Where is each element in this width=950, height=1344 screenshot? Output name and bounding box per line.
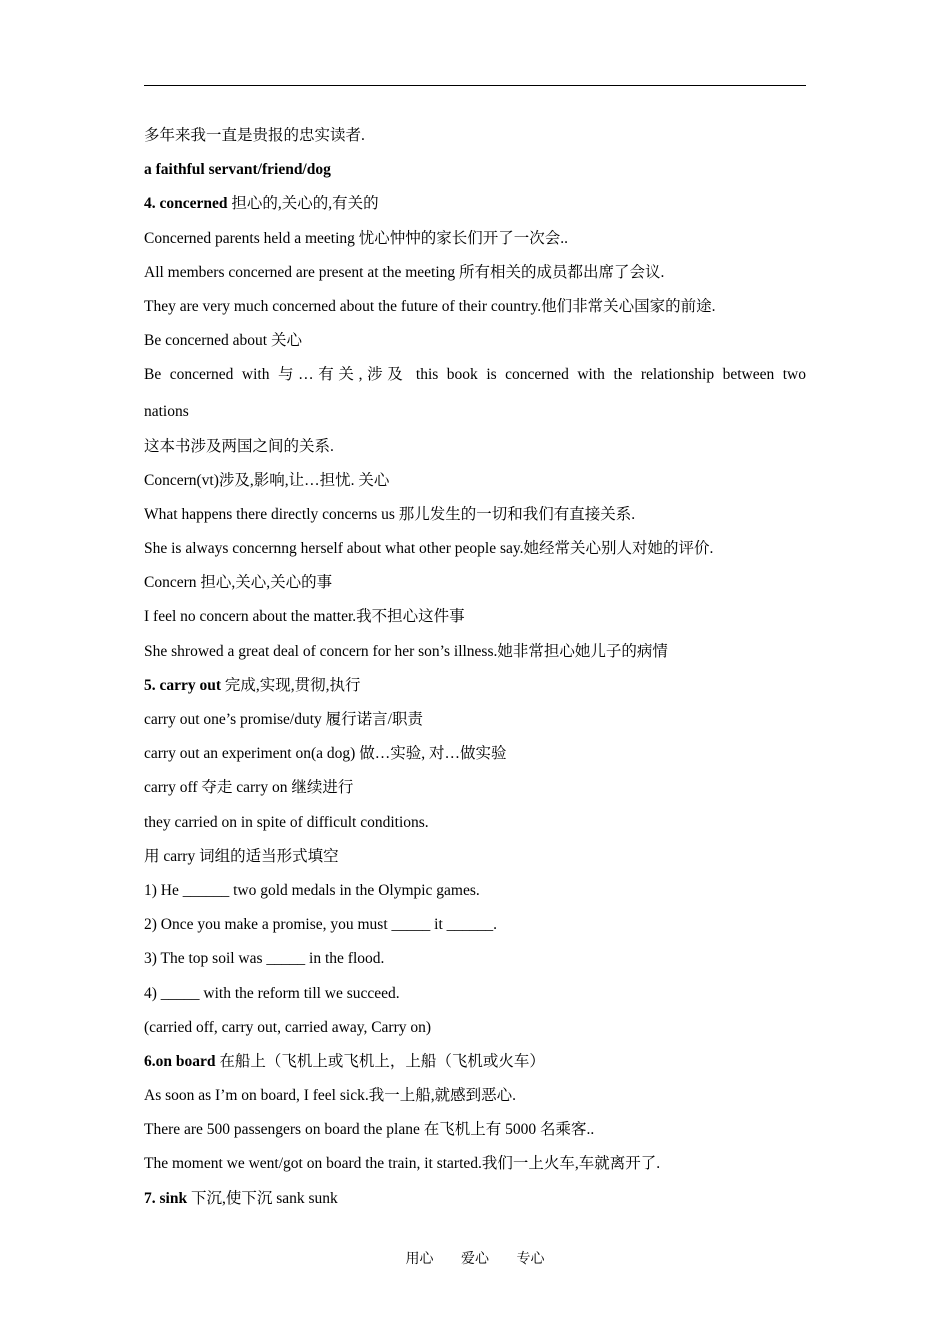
text-line: There are 500 passengers on board the plane 在飞机上有 5000 名乘客.. [144, 1121, 595, 1139]
text-line: Concern 担心,关心,关心的事 [144, 574, 333, 592]
section-heading: 6.on board 在船上（飞机上或飞机上，上船（飞机或火车） [144, 1052, 545, 1070]
text-line: carry out one’s promise/duty 履行诺言/职责 [144, 711, 423, 728]
text-line: Concern(vt)涉及,影响,让…担忧. 关心 [144, 471, 390, 489]
exercise-item: 4) _____ with the reform till we succeed. [144, 984, 400, 1002]
text-line: Be concerned with 与…有关,涉及 this book is concerned with the relationship between two [144, 366, 806, 384]
text-line: carry out an experiment on(a dog) 做…实验, 对…做实验 [144, 745, 507, 763]
footer-text: 用心 [405, 1252, 434, 1267]
text-line: What happens there directly concerns us 那儿发生的一切和我们有直接关系. [144, 505, 636, 523]
text-line: they carried on in spite of difficult conditions. [144, 813, 429, 831]
page-footer [0, 1248, 950, 1268]
text-line: She is always concernng herself about what other people say.她经常关心别人对她的评价. [144, 540, 714, 558]
text-line: Concerned parents held a meeting 忧心忡忡的家长们开了一次会.. [144, 229, 569, 247]
section-heading: 4. concerned 担心的,关心的,有关的 [144, 195, 379, 213]
text-line: 这本书涉及两国之间的关系. [144, 437, 334, 455]
text-line: All members concerned are present at the meeting 所有相关的成员都出席了会议. [144, 263, 665, 281]
text-line: The moment we went/got on board the train, it started.我们一上火车,车就离开了. [144, 1155, 661, 1173]
text-line: carry off 夺走 carry on 继续进行 [144, 779, 354, 797]
text-line: Be concerned about 关心 [144, 332, 302, 350]
text-line: a faithful servant/friend/dog [144, 161, 331, 179]
header-rule [144, 85, 806, 86]
text-line: She shrowed a great deal of concern for her son’s illness.她非常担心她儿子的病情 [144, 642, 668, 660]
section-heading: 7. sink 下沉,使下沉 sank sunk [144, 1189, 338, 1207]
text-line: I feel no concern about the matter.我不担心这件事 [144, 608, 465, 626]
exercise-item: 2) Once you make a promise, you must _____ it ______. [144, 916, 498, 934]
exercise-instruction: 用 carry 词组的适当形式填空 [144, 847, 339, 865]
text-line: As soon as I’m on board, I feel sick.我一上船,就感到恶心. [144, 1087, 516, 1105]
exercise-item: 1) He ______ two gold medals in the Olympic games. [144, 881, 480, 899]
footer-text: 爱心 [461, 1252, 489, 1267]
section-heading: 5. carry out 完成,实现,贯彻,执行 [144, 676, 361, 694]
exercise-item: 3) The top soil was _____ in the flood. [144, 950, 385, 968]
exercise-options: (carried off, carry out, carried away, Carry on) [144, 1018, 432, 1036]
document-body [144, 122, 806, 1219]
text-line: nations [144, 403, 189, 421]
text-line: 多年来我一直是贵报的忠实读者. [144, 127, 365, 144]
text-line: They are very much concerned about the future of their country.他们非常关心国家的前途. [144, 297, 716, 315]
footer-text: 专心 [516, 1252, 545, 1267]
